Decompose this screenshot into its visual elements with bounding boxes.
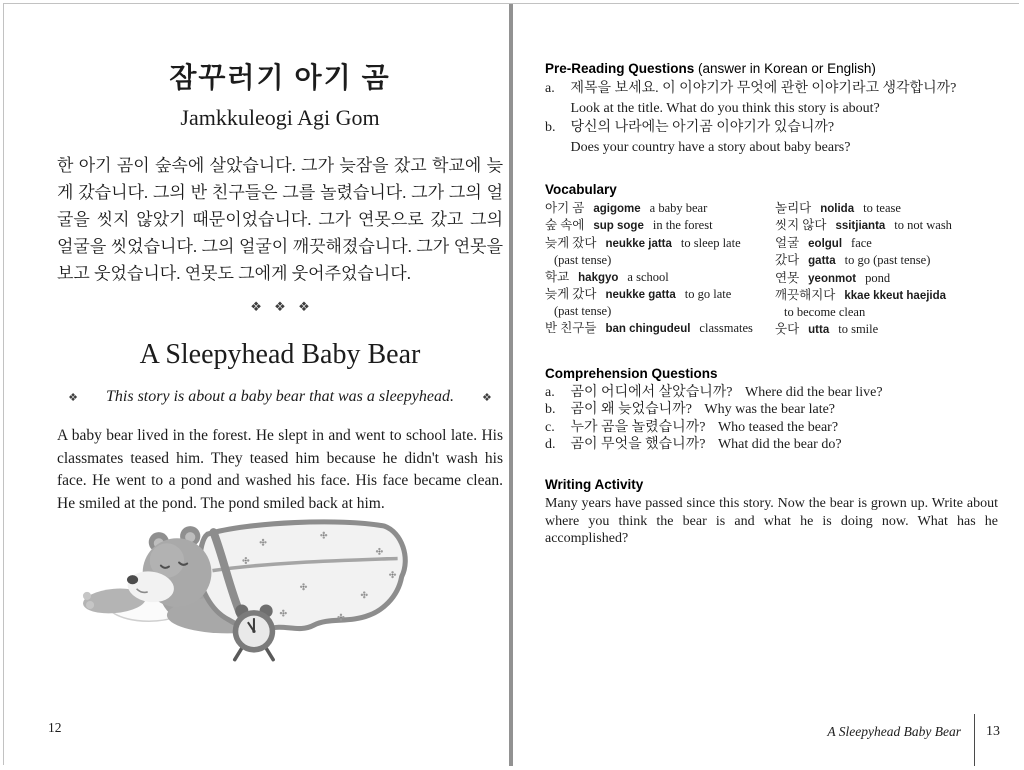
question-english: Look at the title. What do you think this story is about? (570, 100, 880, 116)
vocab-romanization: neukke jatta (605, 237, 672, 250)
vocab-meaning: classmates (699, 320, 753, 335)
vocab-entry (775, 287, 998, 304)
question-label: c. (545, 419, 555, 435)
writing-activity-section (545, 477, 998, 548)
vocab-romanization: kkae kkeut haejida (844, 290, 947, 303)
right-page-footer (827, 714, 1000, 766)
vocab-entry (545, 320, 775, 337)
vocab-meaning: face (851, 235, 872, 250)
vocab-korean: 학교 (545, 269, 570, 284)
sleeping-bear-illustration (72, 518, 444, 695)
vocab-korean: 씻지 않다 (775, 218, 827, 233)
heading-note: (answer in Korean or English) (698, 61, 876, 76)
page-number-right: 13 (986, 724, 1000, 739)
vocab-korean: 반 친구들 (545, 320, 597, 335)
question-korean: 곰이 무엇을 했습니까? (570, 436, 706, 452)
vocab-note: to become clean (784, 305, 866, 320)
vocab-korean: 아기 곰 (545, 201, 585, 215)
vocab-romanization: yeonmot (808, 272, 857, 285)
vocab-entry (545, 235, 775, 252)
vocab-meaning: to go late (684, 287, 732, 302)
comprehension-question (545, 401, 998, 418)
vocab-romanization: ban chingudeul (605, 322, 691, 335)
story-text-english: A baby bear lived in the forest. He slept in and went to school late. His classmates teased him. They teased him because he didn't wash his face. He went to a pond and washed his face. His face became clean. He smiled at the pond. The pond smiled back at him. (57, 427, 503, 512)
vocab-entry (775, 252, 998, 269)
comprehension-question (545, 419, 998, 436)
vocab-meaning: to smile (838, 321, 879, 336)
vocab-meaning: to tease (863, 201, 901, 215)
vocab-entry (775, 217, 998, 234)
question-label: d. (545, 436, 556, 452)
vocab-korean: 갔다 (775, 253, 800, 268)
question-english: Does your country have a story about baby bears? (570, 139, 851, 155)
comprehension-question (545, 384, 998, 401)
vocab-entry (545, 269, 775, 286)
question-label: a. (545, 385, 555, 401)
question-label: a. (545, 81, 555, 96)
vocab-note: (past tense) (554, 304, 612, 319)
vocabulary-section (545, 182, 998, 338)
question-korean: 곰이 어디에서 살았습니까? (570, 385, 733, 401)
right-page-content (513, 4, 1020, 548)
ornament-divider: ❖ ❖ ❖ (250, 299, 310, 314)
vocab-korean: 연못 (775, 270, 800, 285)
pre-reading-question (545, 118, 998, 157)
vocabulary-heading: Vocabulary (545, 182, 617, 197)
vocab-romanization: eolgul (808, 237, 843, 250)
vocab-korean: 늦게 잤다 (545, 235, 597, 250)
alarm-clock (233, 605, 275, 660)
pre-reading-question (545, 79, 998, 118)
vocab-korean: 깨끗해지다 (775, 288, 836, 303)
page-number-left: 12 (48, 720, 62, 735)
question-english: Why was the bear late? (704, 402, 836, 418)
vocab-entry (775, 321, 998, 338)
vocab-entry (545, 200, 775, 217)
left-page-content (4, 4, 507, 556)
vocab-korean: 놀리다 (775, 201, 812, 215)
question-label: b. (545, 402, 556, 418)
vocab-romanization: ssitjianta (835, 220, 886, 233)
question-label: b. (545, 120, 556, 135)
question-korean: 곰이 왜 늦었습니까? (570, 402, 692, 418)
story-text-korean: 한 아기 곰이 숲속에 살았습니다. 그가 늦잠을 잤고 학교에 늦게 갔습니다. 그의 반 친구들은 그를 놀렸습니다. 그가 그의 얼굴을 씻지 않았기 때문이었습니다. 그가 연못으로 갔고 그의 얼굴을 씻었습니다. 그의 얼굴이 깨끗해졌습니다. 그가 연못을 보고 웃었습니다. 연못도 그에게 웃어주었습니다. (57, 156, 503, 283)
story-tagline (57, 388, 503, 406)
pre-reading-heading (545, 61, 998, 76)
question-korean: 당신의 나라에는 아기곰 이야기가 있습니까? (570, 120, 835, 135)
page-left (4, 4, 509, 766)
story-title-romanized: Jamkkuleogi Agi Gom (180, 105, 380, 130)
page-right (513, 4, 1020, 766)
writing-activity-body: Many years have passed since this story. Now the bear is grown up. Write about where you think the bear is and what he is doing now. What has he accomplished? (545, 496, 998, 547)
vocab-meaning: to go (past tense) (844, 253, 931, 268)
vocab-meaning: a baby bear (649, 201, 708, 215)
vocab-note: (past tense) (554, 253, 612, 268)
vocab-romanization: hakgyo (578, 271, 619, 284)
vocab-romanization: agigome (593, 203, 641, 215)
vocab-entry (775, 270, 998, 287)
vocabulary-column-left (545, 200, 775, 338)
vocab-korean: 얼굴 (775, 235, 800, 250)
tagline-text: This story is about a baby bear that was a sleepyhead. (106, 388, 454, 405)
vocabulary-column-right (775, 200, 998, 338)
vocab-entry (775, 200, 998, 217)
writing-activity-heading: Writing Activity (545, 477, 644, 493)
ornament-icon: ❖ (68, 391, 78, 404)
question-english: What did the bear do? (717, 436, 842, 452)
vocab-korean: 늦게 갔다 (545, 287, 597, 302)
vocab-meaning: in the forest (652, 218, 713, 233)
vocab-meaning: pond (865, 270, 891, 285)
heading-bold: Pre-Reading Questions (545, 61, 695, 76)
vocab-meaning: to not wash (894, 218, 952, 233)
footer-rule (974, 714, 975, 766)
story-title-english: A Sleepyhead Baby Bear (139, 339, 421, 370)
vocab-romanization: sup soge (593, 220, 644, 233)
vocab-entry (545, 217, 775, 234)
vocab-romanization: gatta (808, 255, 836, 268)
vocab-meaning: a school (627, 269, 669, 284)
comprehension-section (545, 366, 998, 453)
question-english: Where did the bear live? (744, 385, 883, 401)
story-title-korean: 잠꾸러기 아기 곰 (169, 63, 391, 94)
question-english: Who teased the bear? (717, 419, 839, 435)
vocab-romanization: neukke gatta (605, 289, 676, 302)
vocab-korean: 숲 속에 (545, 218, 585, 233)
vocab-korean: 웃다 (775, 321, 800, 336)
vocab-romanization: nolida (820, 203, 855, 215)
running-title: A Sleepyhead Baby Bear (827, 724, 961, 739)
comprehension-heading: Comprehension Questions (545, 366, 718, 382)
question-korean: 누가 곰을 놀렸습니까? (570, 419, 706, 435)
vocab-entry (545, 286, 775, 303)
ornament-icon: ❖ (481, 391, 492, 404)
comprehension-question (545, 436, 998, 453)
vocab-entry (775, 235, 998, 252)
vocab-meaning: to sleep late (680, 235, 741, 250)
vocab-romanization: utta (808, 323, 830, 336)
pre-reading-section (545, 61, 998, 157)
question-korean: 제목을 보세요. 이 이야기가 무엇에 관한 이야기라고 생각합니까? (570, 81, 957, 96)
